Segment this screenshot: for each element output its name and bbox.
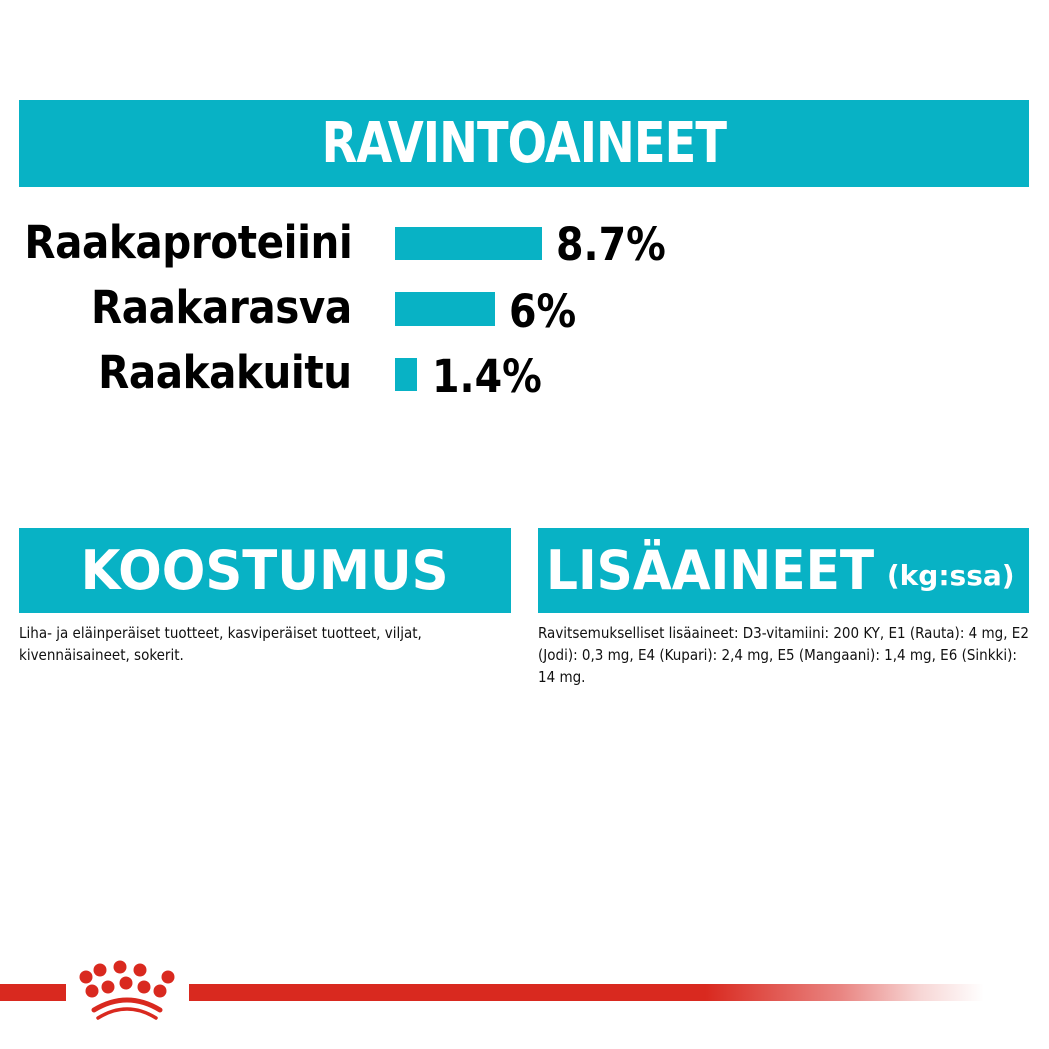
- nutrient-row-fat: [0, 281, 1049, 338]
- nutrient-label: Raakarasva: [91, 281, 352, 334]
- additives-header-banner: [538, 528, 1029, 613]
- composition-header-banner: [19, 528, 511, 613]
- nutrients-header-banner: [19, 100, 1029, 187]
- nutrient-row-fiber: [0, 346, 1049, 403]
- additives-text: Ravitsemukselliset lisäaineet: D3-vitamiini: 200 KY, E1 (Rauta): 4 mg, E2 (Jodi): 0,3 mg, E4 (Kupari): 2,4 mg, E5 (Mangaani): 1,4 mg, E6 (Sinkki): 14 mg.: [538, 624, 1029, 686]
- nutrient-value: 1.4%: [432, 350, 542, 403]
- additives-title: LISÄAINEET: [546, 539, 875, 602]
- nutrient-value: 8.7%: [556, 218, 666, 271]
- composition-text: Liha- ja eläinperäiset tuotteet, kasviperäiset tuotteet, viljat, kivennäisaineet, sokerit.: [19, 624, 422, 664]
- nutrient-label: Raakakuitu: [98, 346, 352, 399]
- nutrient-bar: [395, 292, 495, 326]
- footer-red-line-left: [0, 984, 66, 1001]
- composition-title: KOOSTUMUS: [81, 539, 449, 602]
- nutrient-value: 6%: [509, 285, 577, 338]
- nutrient-bar: [395, 227, 542, 260]
- nutrient-label: Raakaproteiini: [24, 216, 352, 269]
- footer-red-line-right: [189, 984, 984, 1001]
- nutrient-row-protein: [0, 216, 1049, 271]
- nutrient-bar: [395, 358, 417, 391]
- additives-title-suffix: (kg:ssa): [886, 559, 1015, 592]
- nutrients-header-title: RAVINTOAINEET: [321, 111, 727, 176]
- crown-icon: [72, 960, 182, 1026]
